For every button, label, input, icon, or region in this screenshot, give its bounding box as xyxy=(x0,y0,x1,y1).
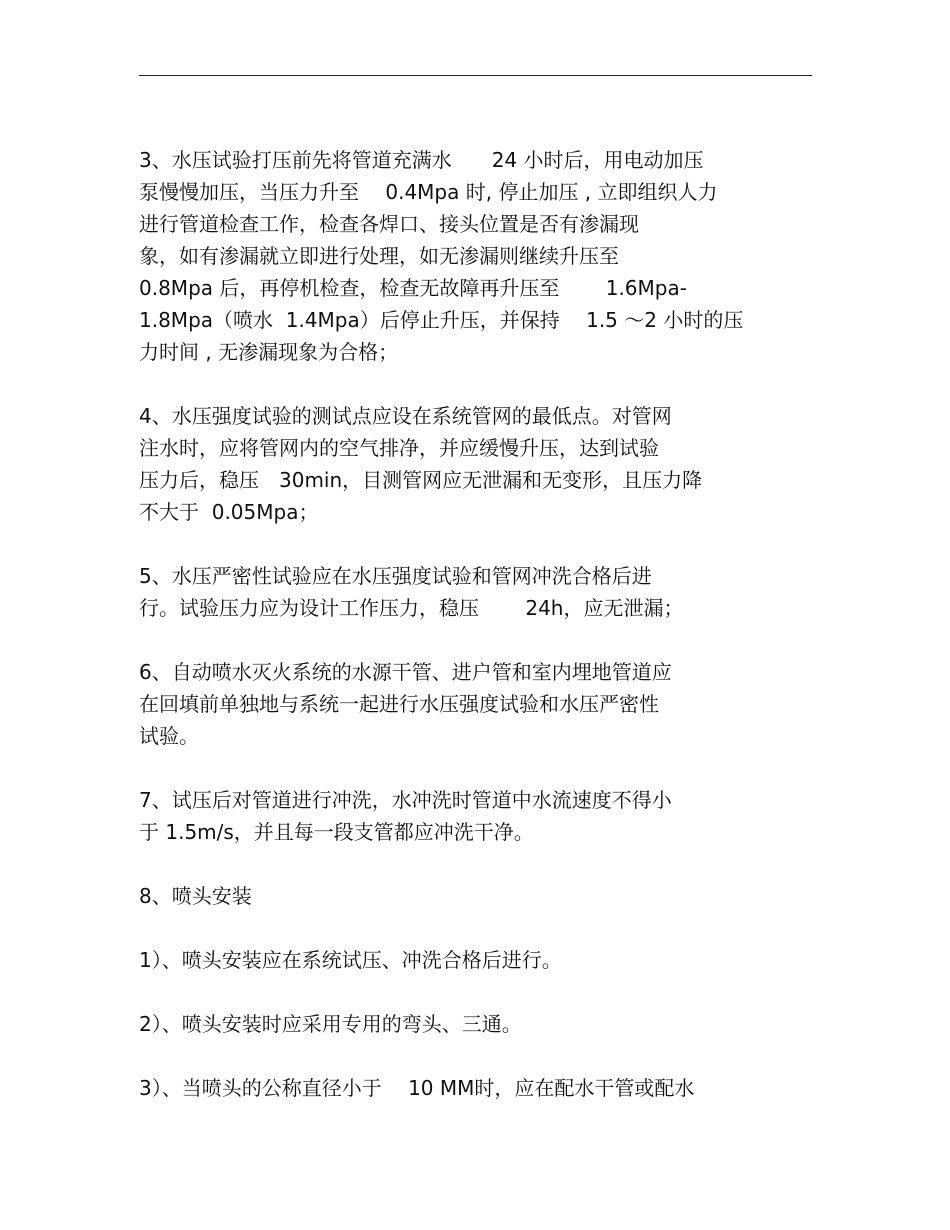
text-line: 1）、喷头安装应在系统试压、冲洗合格后进行。 xyxy=(139,948,562,972)
paragraph-spacer xyxy=(139,624,839,656)
paragraph-spacer xyxy=(139,528,839,560)
paragraph-5-tightness-test xyxy=(139,560,839,624)
text-line: 5、水压严密性试验应在水压强度试验和管网冲洗合格后进 xyxy=(139,564,652,588)
paragraph-spacer xyxy=(139,752,839,784)
text-line: 泵慢慢加压，当压力升至 0.4Mpa 时, 停止加压 , 立即组织人力 xyxy=(139,180,718,204)
text-line: 行。试验压力应为设计工作压力，稳压 24h，应无泄漏； xyxy=(139,596,684,620)
paragraph-6-buried-pipes xyxy=(139,656,839,752)
text-line: 力时间 , 无渗漏现象为合格； xyxy=(139,340,399,364)
paragraph-7-flushing xyxy=(139,784,839,848)
list-item-3 xyxy=(139,1072,839,1104)
text-line: 0.8Mpa 后，再停机检查，检查无故障再升压至 1.6Mpa- xyxy=(139,276,687,300)
text-line: 不大于 0.05Mpa； xyxy=(139,500,319,524)
text-line: 3、水压试验打压前先将管道充满水 24 小时后，用电动加压 xyxy=(139,148,704,172)
paragraph-spacer xyxy=(139,1040,839,1072)
paragraph-spacer xyxy=(139,976,839,1008)
paragraph-spacer xyxy=(139,848,839,880)
text-line: 4、水压强度试验的测试点应设在系统管网的最低点。对管网 xyxy=(139,404,672,428)
paragraph-spacer xyxy=(139,912,839,944)
text-line: 1.8Mpa（喷水 1.4Mpa）后停止升压，并保持 1.5 ～2 小时的压 xyxy=(139,308,744,332)
list-item-2 xyxy=(139,1008,839,1040)
text-line: 注水时，应将管网内的空气排净，并应缓慢升压，达到试验 xyxy=(139,436,659,460)
document-body xyxy=(139,144,839,1104)
text-line: 3）、当喷头的公称直径小于 10 MM时，应在配水干管或配水 xyxy=(139,1076,695,1100)
paragraph-4-strength-test xyxy=(139,400,839,528)
text-line: 2）、喷头安装时应采用专用的弯头、三通。 xyxy=(139,1012,522,1036)
text-line: 进行管道检查工作，检查各焊口、接头位置是否有渗漏现 xyxy=(139,212,639,236)
text-line: 压力后，稳压 30min，目测管网应无泄漏和无变形，且压力降 xyxy=(139,468,703,492)
text-line: 7、试压后对管道进行冲洗，水冲洗时管道中水流速度不得小 xyxy=(139,788,672,812)
text-line: 在回填前单独地与系统一起进行水压强度试验和水压严密性 xyxy=(139,692,659,716)
paragraph-spacer xyxy=(139,368,839,400)
text-line: 于 1.5m/s，并且每一段支管都应冲洗干净。 xyxy=(139,820,534,844)
text-line: 6、自动喷水灭火系统的水源干管、进户管和室内埋地管道应 xyxy=(139,660,672,684)
list-item-1 xyxy=(139,944,839,976)
section-heading: 8、喷头安装 xyxy=(139,884,252,908)
text-line: 试验。 xyxy=(139,724,199,748)
paragraph-3-hydro-test xyxy=(139,144,839,368)
text-line: 象，如有渗漏就立即进行处理，如无渗漏则继续升压至 xyxy=(139,244,619,268)
header-rule xyxy=(139,75,812,76)
section-heading-sprinkler-install xyxy=(139,880,839,912)
